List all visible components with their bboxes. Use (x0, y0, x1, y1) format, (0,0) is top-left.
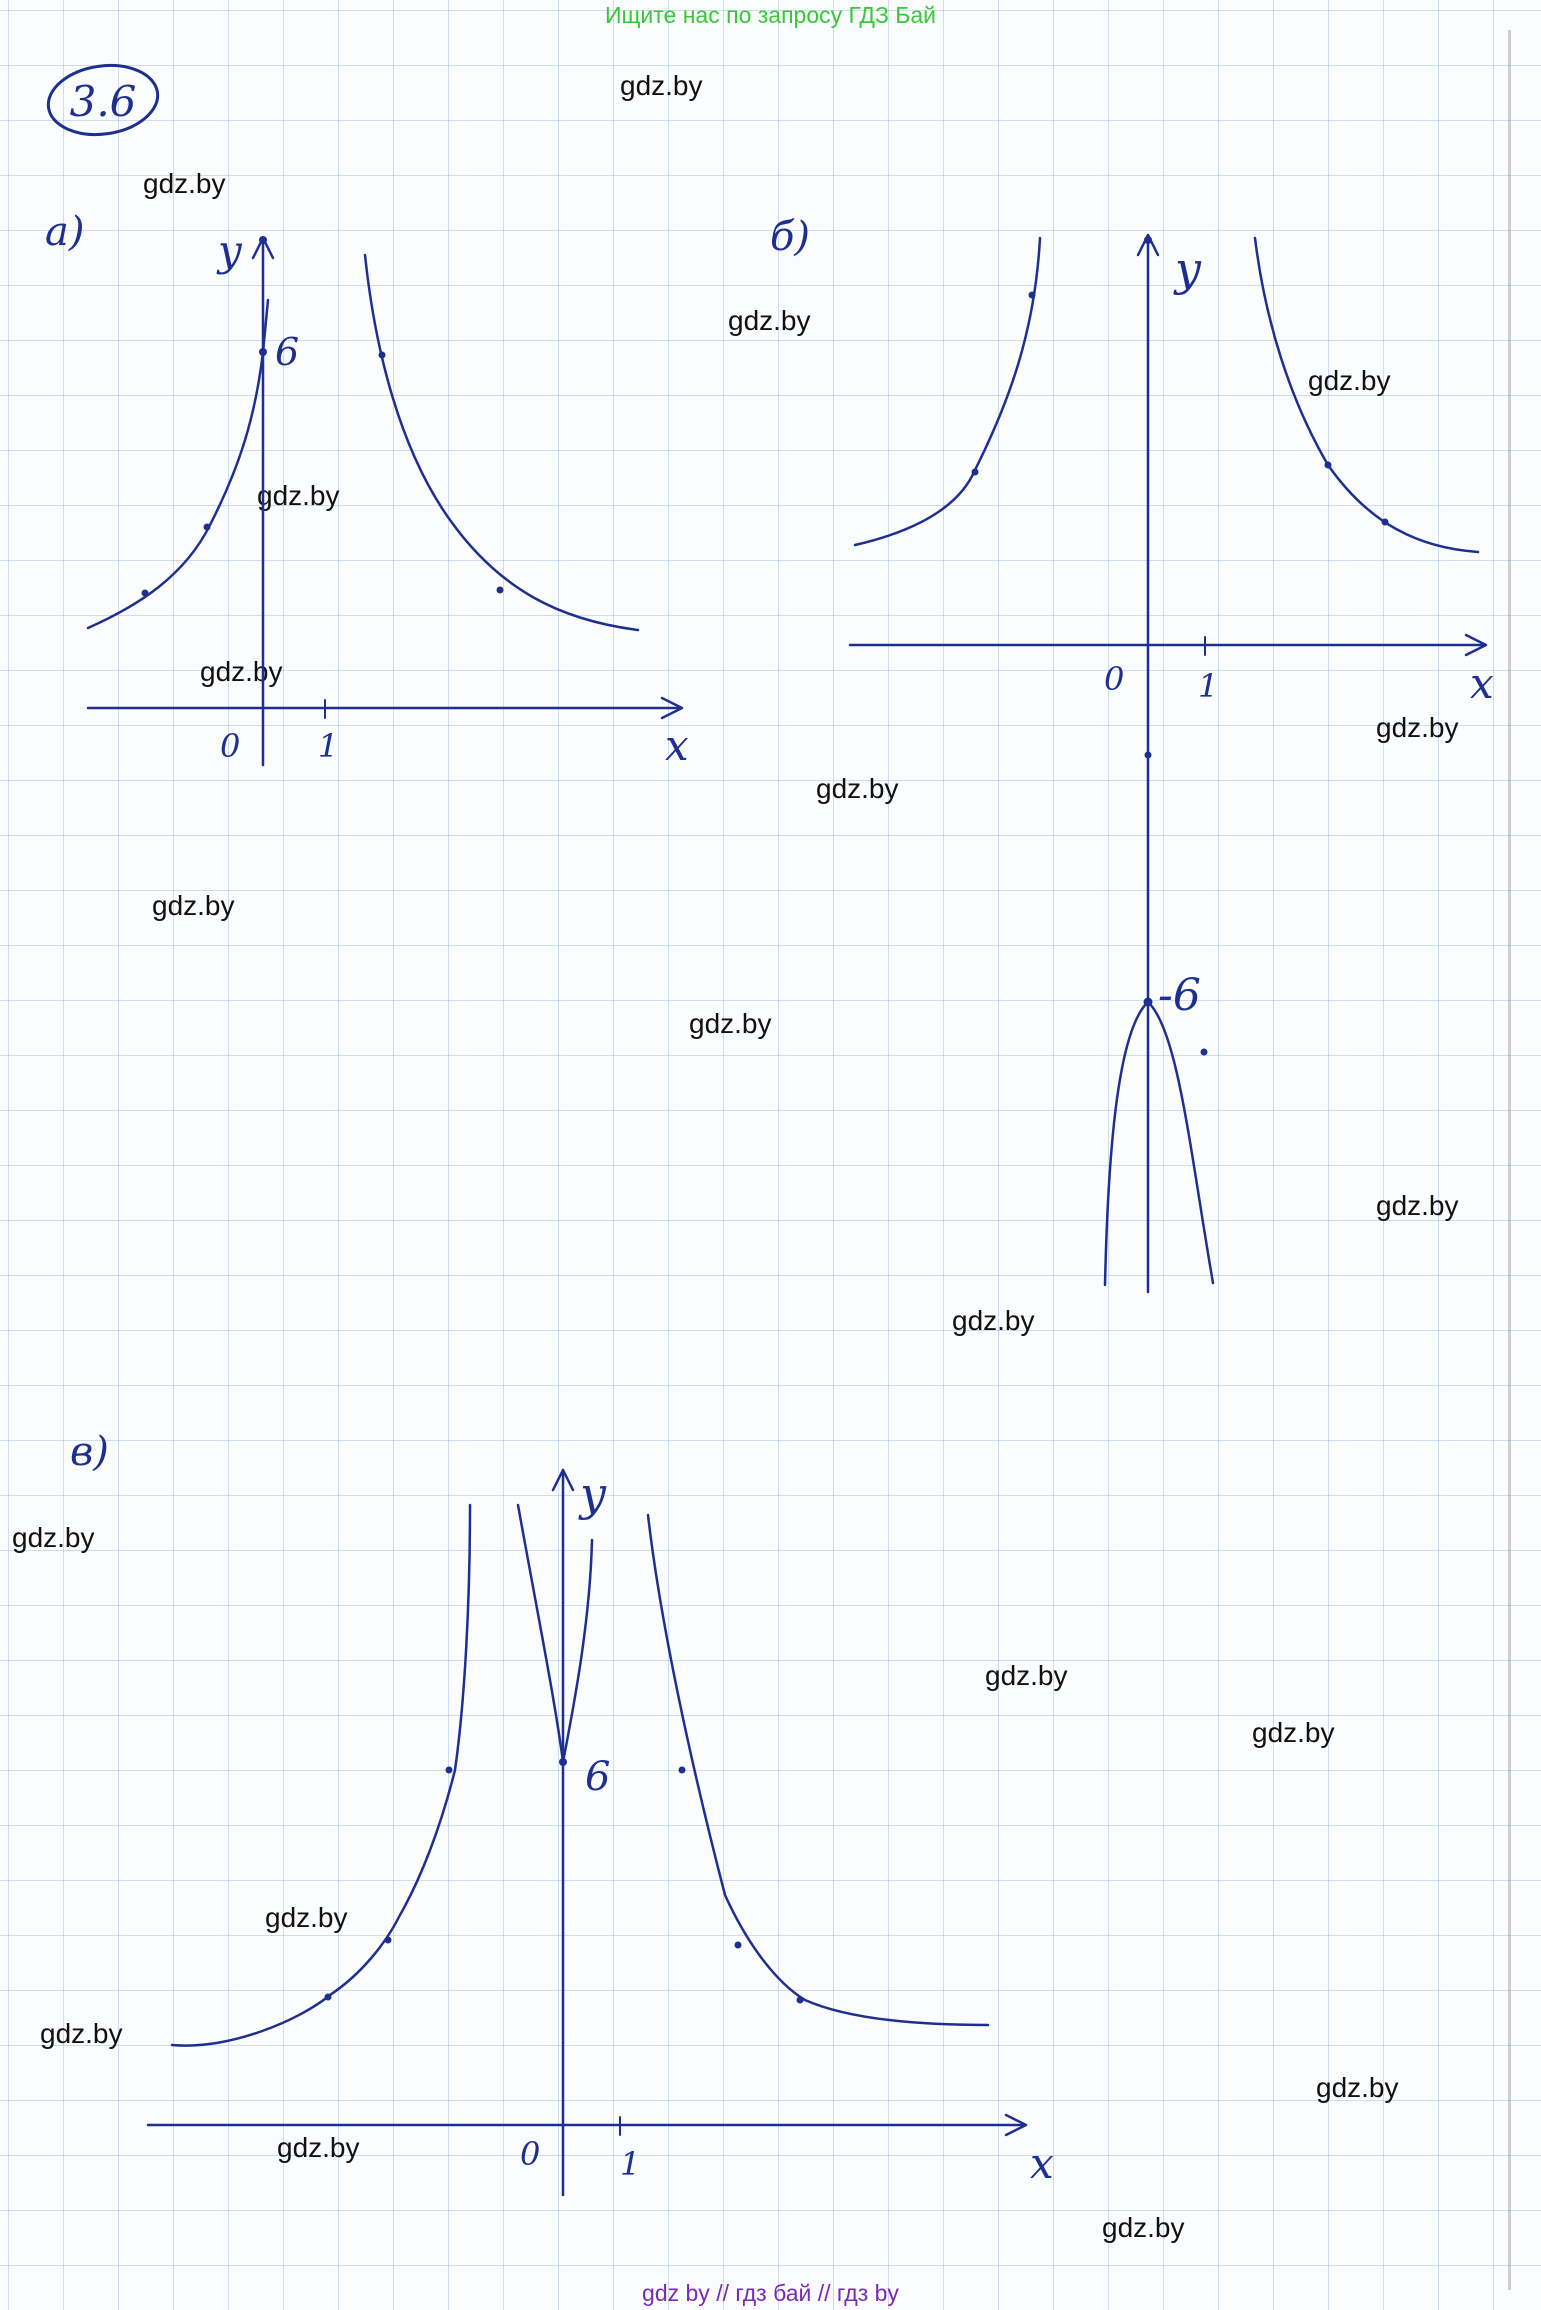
watermark: gdz.by (277, 2132, 360, 2163)
graph-a-point (379, 352, 386, 359)
watermark: gdz.by (1316, 2072, 1399, 2103)
watermark: gdz.by (1376, 1190, 1459, 1221)
watermark: gdz.by (143, 168, 226, 199)
graph-a-label: а) (45, 209, 85, 255)
watermark: gdz.by (689, 1008, 772, 1039)
watermark: gdz.by (200, 656, 283, 687)
graph-v-point (797, 1997, 804, 2004)
graph-v-cusp (518, 1505, 592, 1762)
graph-v-point (325, 1994, 332, 2001)
graph-b-right-branch (1255, 238, 1478, 552)
watermark: gdz.by (1252, 1717, 1335, 1748)
graph-b-point (1144, 236, 1152, 244)
graph-v-point (559, 1758, 567, 1766)
watermark: gdz.by (1308, 365, 1391, 396)
watermark: gdz.by (265, 1902, 348, 1933)
top-banner[interactable]: Ищите нас по запросу ГДЗ Бай (604, 2, 937, 28)
graph-v-y-mark: 6 (585, 1754, 611, 1800)
graph-b-x-label: x (1470, 659, 1494, 708)
graph-a-point (142, 590, 149, 597)
watermark: gdz.by (152, 890, 235, 921)
graph-a-origin: 0 (220, 727, 241, 765)
graph-a-point (497, 587, 504, 594)
graph-v-left-branch (172, 1505, 470, 2046)
graph-a-x-label: x (665, 721, 689, 770)
problem-number-text: 3.6 (69, 77, 137, 126)
graph-v-x-label: x (1030, 2139, 1054, 2188)
graph-b-point (1382, 519, 1389, 526)
graph-a-y-label: y (218, 226, 242, 275)
graph-a-right-branch (365, 255, 638, 630)
graph-v (70, 1429, 1054, 2195)
graph-b-point (1145, 752, 1152, 759)
watermark: gdz.by (952, 1305, 1035, 1336)
graph-v-point (385, 1937, 392, 1944)
graph-v-point (735, 1942, 742, 1949)
graph-a-y-mark: 6 (275, 330, 300, 374)
graph-a-unit: 1 (318, 727, 339, 765)
problem-number (44, 59, 162, 142)
graph-v-label: в) (70, 1429, 109, 1475)
graph-b-point (1144, 998, 1153, 1007)
graph-v-origin: 0 (520, 2135, 541, 2173)
watermark: gdz.by (40, 2018, 123, 2049)
graph-b-left-branch (855, 238, 1040, 545)
graph-b-origin: 0 (1104, 660, 1125, 698)
graph-b-unit: 1 (1198, 667, 1219, 705)
graph-b-y-label: y (1175, 242, 1201, 296)
graph-v-point (446, 1767, 453, 1774)
watermark: gdz.by (1102, 2212, 1185, 2243)
watermark: gdz.by (257, 480, 340, 511)
watermark: gdz.by (620, 70, 703, 101)
graph-v-point (679, 1767, 686, 1774)
graph-v-unit: 1 (620, 2145, 641, 2183)
graph-a (45, 209, 689, 770)
graph-b-point (972, 469, 979, 476)
graph-b-label: б) (770, 214, 811, 260)
watermark: gdz.by (1376, 712, 1459, 743)
watermark: gdz.by (12, 1522, 95, 1553)
watermark: gdz.by (728, 305, 811, 336)
watermark: gdz.by (985, 1660, 1068, 1691)
graph-a-point (259, 236, 267, 244)
bottom-banner[interactable]: gdz by // гдз бай // гдз by (642, 2280, 899, 2306)
graph-v-right-branch (648, 1515, 988, 2025)
graph-a-left-branch (88, 300, 268, 628)
graph-b (770, 214, 1494, 1292)
graph-b-y-mark: -6 (1158, 970, 1201, 1021)
graph-v-y-label: y (580, 1467, 606, 1521)
graph-b-lower-branch (1105, 1002, 1213, 1285)
graph-b-point (1201, 1049, 1208, 1056)
graph-b-point (1029, 292, 1036, 299)
graph-a-point (204, 524, 211, 531)
graph-b-point (1325, 462, 1332, 469)
watermark: gdz.by (816, 773, 899, 804)
graph-a-point (259, 348, 267, 356)
